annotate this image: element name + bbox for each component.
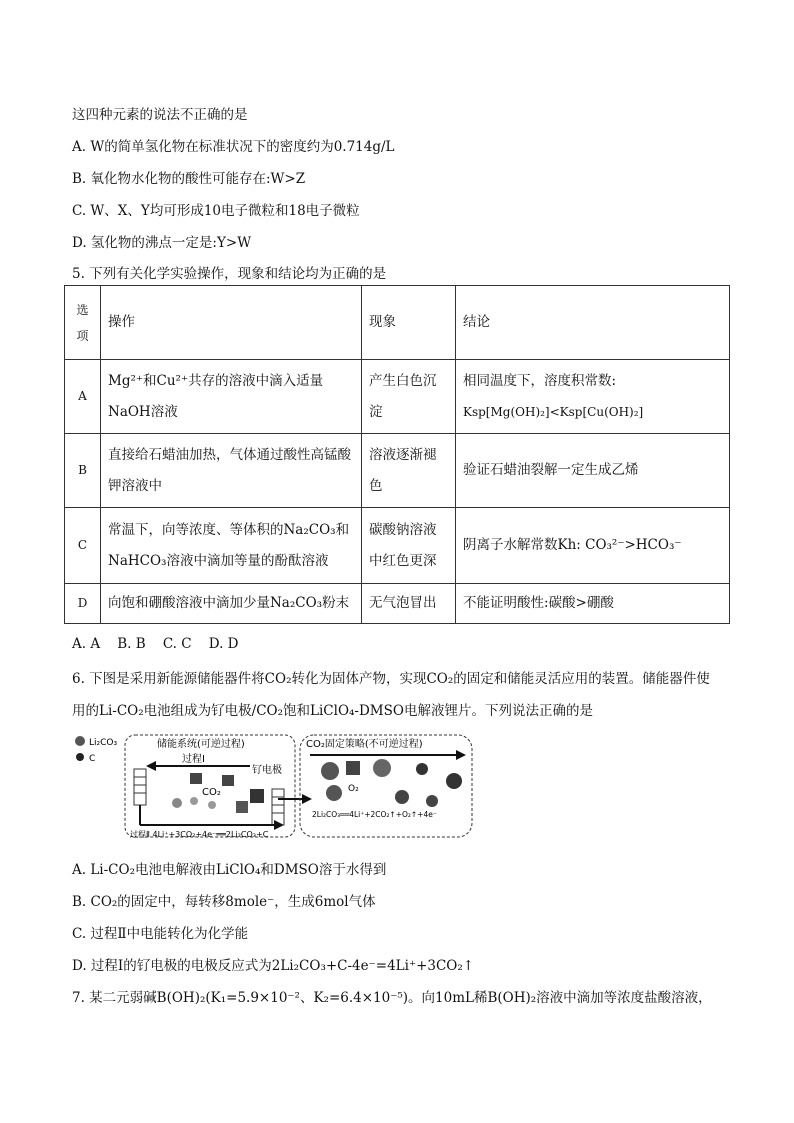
co2-left-label: CO₂ xyxy=(202,787,221,798)
process2-equation: 过程Ⅱ 4Li⁺+3CO₂+4e⁻══2Li₂CO₃+C xyxy=(130,830,269,839)
c-particle xyxy=(446,773,462,789)
q4-option-d: D. 氢化物的沸点一定是:Y>W xyxy=(72,235,252,251)
li2co3-particle xyxy=(222,775,234,786)
table-header-row xyxy=(65,286,730,360)
li2co3-legend-marker xyxy=(75,736,85,746)
right-box-title: CO₂固定策略(不可逆过程) xyxy=(306,739,423,750)
q6-stem-line2: 用的Li-CO₂电池组成为钌电极/CO₂饱和LiClO₄-DMSO电解液锂片。下列说法正确的是 xyxy=(72,703,593,719)
c-particle xyxy=(190,797,198,805)
q6-figure xyxy=(72,733,474,839)
li2co3-particle xyxy=(326,785,342,801)
c-legend-marker xyxy=(76,753,84,761)
q6-option-b: B. CO₂的固定中，每转移8mole⁻，生成6mol气体 xyxy=(72,894,376,910)
o2-label: O₂ xyxy=(348,784,359,794)
row-conclusion xyxy=(456,360,730,434)
c-particle xyxy=(208,801,216,809)
li2co3-particle xyxy=(346,761,360,775)
header-operation: 操作 xyxy=(101,286,362,360)
table-row xyxy=(65,584,730,624)
row-phenomenon: 溶液逐渐褪色 xyxy=(362,434,456,508)
q4-stem: 这四种元素的说法不正确的是 xyxy=(72,107,248,123)
table-row xyxy=(65,508,730,584)
li2co3-particle xyxy=(190,773,202,784)
c-particle xyxy=(172,798,182,808)
row-option: D xyxy=(65,584,101,624)
q6-stem-line1: 6. 下图是采用新能源储能器件将CO₂转化为固体产物，实现CO₂的固定和储能灵活应用的装置。储能器件使 xyxy=(72,671,710,687)
li2co3-particle xyxy=(373,759,391,777)
co2-fixation-box xyxy=(300,735,472,837)
q5-answer-choices: A. A B. B C. C D. D xyxy=(72,636,239,652)
q4-option-a: A. W的简单氢化物在标准状况下的密度约为0.714g/L xyxy=(72,139,395,155)
process1-arrowhead xyxy=(146,761,156,771)
header-phenomenon: 现象 xyxy=(362,286,456,360)
li2co3-particle xyxy=(321,762,339,780)
q6-diagram xyxy=(72,733,474,839)
row-phenomenon: 产生白色沉淀 xyxy=(362,360,456,434)
conclusion-line: 相同温度下，溶度积常数: xyxy=(463,372,617,389)
legend-li2co3-label: Li₂CO₃ xyxy=(89,738,118,748)
c-particle xyxy=(426,795,438,807)
q6-option-a: A. Li-CO₂电池电解液由LiClO₄和DMSO溶于水得到 xyxy=(72,862,387,878)
ru-electrode xyxy=(272,789,284,825)
c-particle xyxy=(416,763,428,775)
li-electrode xyxy=(134,769,146,805)
table-row xyxy=(65,360,730,434)
q6-option-c: C. 过程Ⅱ中电能转化为化学能 xyxy=(72,926,249,942)
row-conclusion: 阴离子水解常数Kh: CO₃²⁻>HCO₃⁻ xyxy=(456,508,730,584)
row-operation: 直接给石蜡油加热，气体通过酸性高锰酸钾溶液中 xyxy=(101,434,362,508)
row-conclusion: 不能证明酸性:碳酸>硼酸 xyxy=(456,584,730,624)
row-conclusion: 验证石蜡油裂解一定生成乙烯 xyxy=(456,434,730,508)
q4-option-c: C. W、X、Y均可形成10电子微粒和18电子微粒 xyxy=(72,203,360,219)
c-particle xyxy=(395,790,409,804)
left-box-title: 储能系统(可逆过程) xyxy=(157,739,245,750)
table-row xyxy=(65,434,730,508)
storage-system-box xyxy=(125,735,295,837)
header-option: 选项 xyxy=(65,286,101,360)
q6-option-d: D. 过程Ⅰ的钌电极的电极反应式为2Li₂CO₃+C-4e⁻=4Li⁺+3CO₂↑ xyxy=(72,958,475,974)
row-operation: 向饱和硼酸溶液中滴加少量Na₂CO₃粉末 xyxy=(101,584,362,624)
q5-table xyxy=(64,285,730,624)
header-conclusion: 结论 xyxy=(456,286,730,360)
legend-c-label: C xyxy=(89,754,96,764)
q4-option-b: B. 氧化物水化物的酸性可能存在:W>Z xyxy=(72,171,306,187)
row-phenomenon: 无气泡冒出 xyxy=(362,584,456,624)
right-equation: 2Li₂CO₃══4Li⁺+2CO₂↑+O₂↑+4e⁻ xyxy=(312,810,437,819)
row-option: A xyxy=(65,360,101,434)
q7-stem-line1: 7. 某二元弱碱B(OH)₂(K₁=5.9×10⁻²、K₂=6.4×10⁻⁵)。向10mL稀B(OH)₂溶液中滴加等浓度盐酸溶液， xyxy=(72,990,712,1006)
conclusion-line: Ksp[Mg(OH)₂]<Ksp[Cu(OH)₂] xyxy=(463,404,644,419)
row-option: C xyxy=(65,508,101,584)
li2co3-particle xyxy=(250,789,264,803)
li2co3-particle xyxy=(236,801,248,813)
row-option: B xyxy=(65,434,101,508)
row-operation: Mg²⁺和Cu²⁺共存的溶液中滴入适量NaOH溶液 xyxy=(101,360,362,434)
q5-stem: 5. 下列有关化学实验操作，现象和结论均为正确的是 xyxy=(72,266,387,282)
process1-label: 过程Ⅰ xyxy=(182,754,205,765)
ru-electrode-label: 钌电极 xyxy=(252,765,282,776)
row-operation: 常温下，向等浓度、等体积的Na₂CO₃和NaHCO₃溶液中滴加等量的酚酞溶液 xyxy=(101,508,362,584)
row-phenomenon: 碳酸钠溶液中红色更深 xyxy=(362,508,456,584)
